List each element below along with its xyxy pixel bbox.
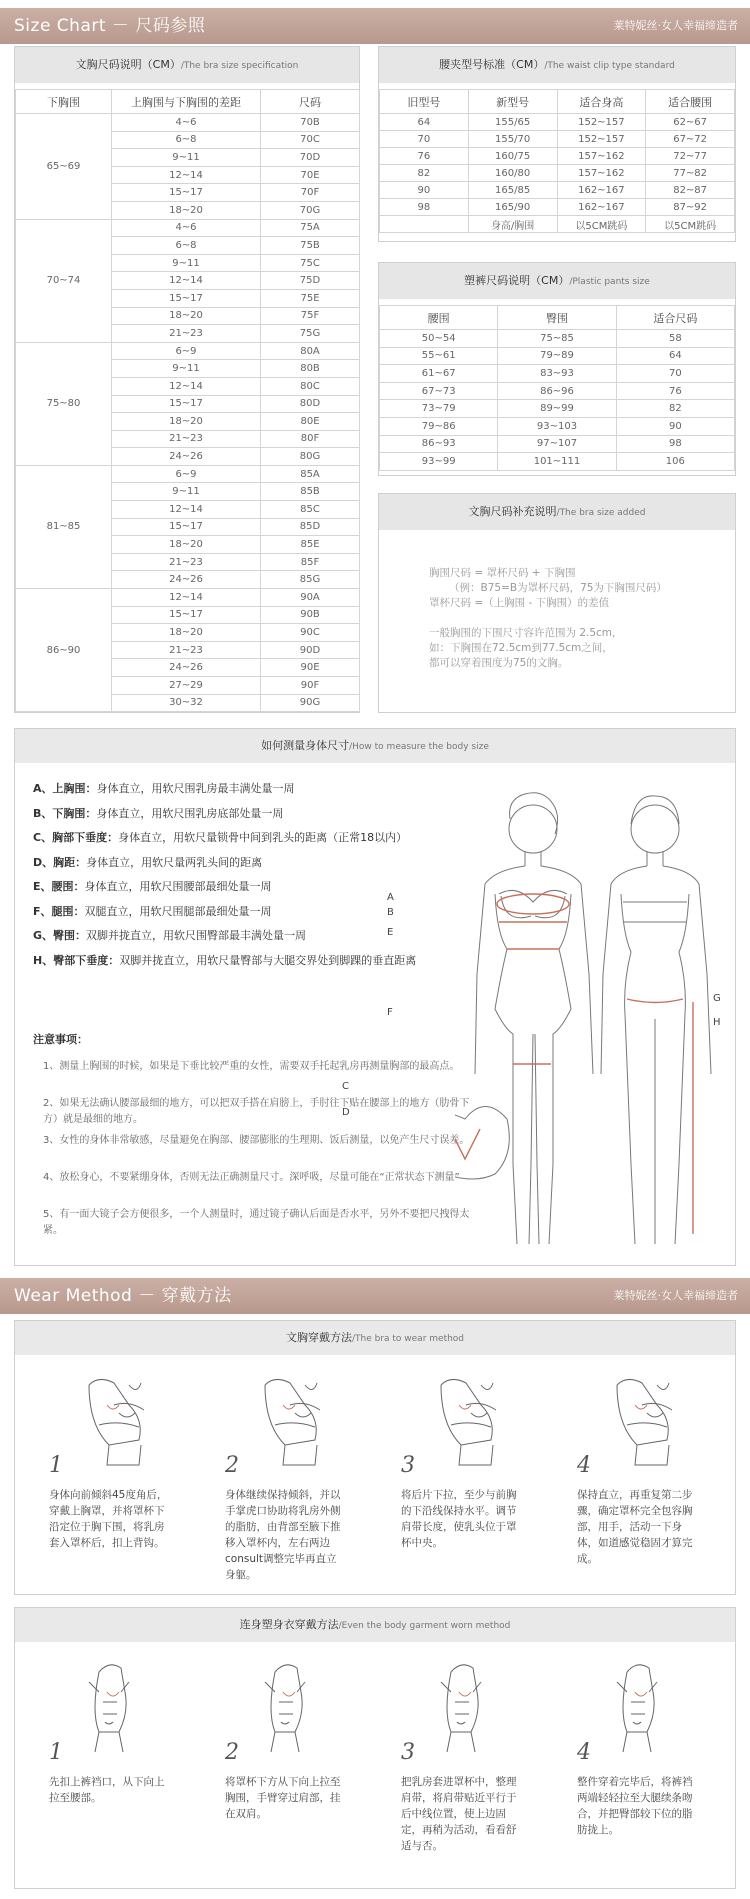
table-cell: 64 [380, 114, 469, 131]
measure-label: E [387, 927, 394, 938]
size-cell: 85A [261, 465, 360, 483]
table-cell: 58 [616, 330, 734, 348]
size-cell: 70F [261, 184, 360, 202]
table-row [380, 131, 735, 148]
measure-label: H [713, 1017, 721, 1028]
measure-panel [14, 728, 736, 1266]
measure-label: C [342, 1081, 349, 1092]
measure-item-text: 身体直立，用软尺围乳房最丰满处量一周 [96, 782, 295, 795]
measure-title: 如何测量身体尺寸 [261, 739, 350, 752]
table-cell: 162~167 [557, 182, 646, 199]
body-wear-illustration [245, 1652, 345, 1757]
table-cell: 83~93 [498, 365, 616, 383]
table-row [380, 148, 735, 165]
table-foot-cell: 以5CM跳码 [646, 216, 735, 233]
measure-item-key: B、下胸围： [33, 806, 97, 820]
bra-added-title: 文胸尺码补充说明 [468, 505, 557, 518]
body-wear-step [577, 1652, 727, 1872]
table-header-cell: 新型号 [468, 90, 557, 114]
table-cell: 97~107 [498, 435, 616, 453]
table-cell: 160/75 [468, 148, 557, 165]
size-cell: 70C [261, 131, 360, 149]
table-header-cell: 适合身高 [557, 90, 646, 114]
caution-item: 2、如果无法确认腰部最细的地方，可以把双手搭在肩膀上，手肘往下贴在腰部上的地方（肋骨下方）就是最细的地方。 [43, 1098, 470, 1125]
bra-wear-illustration [69, 1365, 169, 1470]
step-number: 2 [225, 1740, 239, 1765]
size-cell: 90F [261, 677, 360, 695]
diff-cell: 12~14 [112, 589, 261, 607]
step-number: 3 [401, 1453, 415, 1478]
diff-cell: 18~20 [112, 201, 261, 219]
table-foot-row [380, 216, 735, 233]
measure-label: G [713, 993, 721, 1004]
diff-cell: 12~14 [112, 377, 261, 395]
diff-cell: 15~17 [112, 518, 261, 536]
plastic-pants-table-panel [378, 262, 736, 476]
body-wear-panel [14, 1607, 736, 1889]
size-cell: 90B [261, 606, 360, 624]
plastic-table-title-en: /Plastic pants size [569, 277, 650, 287]
diff-cell: 24~26 [112, 659, 261, 677]
step-number: 1 [49, 1453, 63, 1478]
diff-cell: 12~14 [112, 272, 261, 290]
table-cell: 70 [616, 365, 734, 383]
bra-table-header [15, 47, 359, 83]
measure-item-key: H、臀部下垂度： [33, 953, 120, 967]
note-line: 如：下胸围在72.5cm到77.5cm之间， [429, 642, 613, 654]
body-wear-title: 连身塑身衣穿戴方法 [239, 1618, 339, 1631]
table-cell: 155/70 [468, 131, 557, 148]
diff-cell: 9~11 [112, 254, 261, 272]
size-cell: 90G [261, 694, 360, 712]
table-row [380, 165, 735, 182]
table-row [380, 382, 735, 400]
table-header-cell: 上胸围与下胸围的差距 [112, 90, 261, 114]
caution-item: 5、有一面大镜子会方便很多，一个人测量时，通过镜子确认后面是否水平，另外不要把尺拽得太紧。 [43, 1209, 470, 1236]
size-cell: 75A [261, 219, 360, 237]
step-number: 4 [577, 1453, 591, 1478]
measure-item [33, 879, 272, 895]
table-row [380, 182, 735, 199]
bra-wear-illustration [245, 1365, 345, 1470]
table-cell: 62~67 [646, 114, 735, 131]
waist-clip-table-panel [378, 46, 736, 242]
size-cell: 90E [261, 659, 360, 677]
step-text: 将后片下拉，至少与前胸的下沿线保持水平。调节肩带长度，使乳头位于罩杯中央。 [401, 1489, 517, 1549]
table-row [380, 199, 735, 216]
diff-cell: 9~11 [112, 149, 261, 167]
size-cell: 75F [261, 307, 360, 325]
bra-size-table [15, 89, 359, 712]
body-wear-header [15, 1608, 735, 1642]
measure-item-text: 身体直立，用软尺围腰部最细处量一周 [84, 880, 272, 893]
bra-size-added-panel [378, 493, 736, 713]
bra-wear-step [49, 1365, 199, 1585]
body-wear-illustration [69, 1652, 169, 1757]
diff-cell: 9~11 [112, 483, 261, 501]
measure-item [33, 830, 407, 846]
diff-cell: 15~17 [112, 184, 261, 202]
table-row [16, 219, 360, 237]
table-row [380, 347, 735, 365]
table-cell: 76 [380, 148, 469, 165]
measure-item-key: E、腰围： [33, 880, 85, 893]
under-bust-cell: 70~74 [16, 219, 112, 342]
measure-item-text: 身体直立，用软尺量两乳头间的距离 [86, 855, 263, 869]
table-row [16, 589, 360, 607]
wear-method-title: Wear Method － 穿戴方法 [14, 1286, 232, 1306]
table-row [380, 400, 735, 418]
table-cell: 90 [380, 182, 469, 199]
size-cell: 75D [261, 272, 360, 290]
measure-item [33, 904, 272, 920]
bra-wear-step [577, 1365, 727, 1585]
size-cell: 75B [261, 237, 360, 255]
waist-clip-table [379, 89, 735, 233]
size-cell: 80C [261, 377, 360, 395]
measure-item [33, 781, 295, 797]
table-row [380, 417, 735, 435]
measure-item-text: 双腿直立，用软尺围腿部最细处量一周 [84, 904, 272, 918]
table-cell: 70 [380, 131, 469, 148]
body-wear-illustration [421, 1652, 521, 1757]
measure-item-key: A、上胸围： [33, 782, 97, 795]
size-cell: 80F [261, 430, 360, 448]
waist-table-title: 腰夹型号标准（CM） [439, 58, 545, 71]
table-row [16, 114, 360, 132]
diff-cell: 21~23 [112, 430, 261, 448]
size-cell: 70B [261, 114, 360, 132]
size-chart-title: Size Chart － 尺码参照 [14, 16, 206, 36]
diff-cell: 24~26 [112, 448, 261, 466]
table-header-cell: 旧型号 [380, 90, 469, 114]
table-cell: 155/65 [468, 114, 557, 131]
table-cell: 162~167 [557, 199, 646, 216]
table-cell: 55~61 [380, 347, 498, 365]
table-cell: 72~77 [646, 148, 735, 165]
bra-wear-step [225, 1365, 375, 1585]
step-text: 把乳房套进罩杯中，整理肩带，将肩带贴近平行于后中线位置，使上边固定，再稍为活动，看看舒适与否。 [401, 1776, 517, 1852]
table-row [380, 365, 735, 383]
table-cell: 93~99 [380, 453, 498, 471]
table-cell: 73~79 [380, 400, 498, 418]
table-cell: 79~89 [498, 347, 616, 365]
diff-cell: 12~14 [112, 501, 261, 519]
diff-cell: 27~29 [112, 677, 261, 695]
diff-cell: 6~9 [112, 342, 261, 360]
measure-item-key: F、腿围： [33, 904, 85, 918]
bra-added-formula [429, 566, 667, 611]
table-cell: 101~111 [498, 453, 616, 471]
diff-cell: 15~17 [112, 606, 261, 624]
table-cell: 89~99 [498, 400, 616, 418]
table-cell: 157~162 [557, 165, 646, 182]
size-cell: 70E [261, 166, 360, 184]
table-row [380, 330, 735, 348]
table-cell: 67~72 [646, 131, 735, 148]
caution-item: 1、测量上胸围的时候，如果是下垂比较严重的女性，需要双手托起乳房再测量胸部的最高点。 [43, 1061, 460, 1072]
table-header-cell: 腰围 [380, 306, 498, 330]
measure-item [33, 928, 306, 944]
table-cell: 86~93 [380, 435, 498, 453]
under-bust-cell: 81~85 [16, 465, 112, 588]
bra-added-header [379, 494, 735, 530]
table-cell: 76 [616, 382, 734, 400]
bra-added-title-en: /The bra size added [556, 508, 646, 518]
measure-label: D [342, 1107, 350, 1118]
bra-wear-illustration [421, 1365, 521, 1470]
size-cell: 85E [261, 536, 360, 554]
body-measure-illustration [455, 774, 735, 1264]
size-cell: 75C [261, 254, 360, 272]
bra-added-range [429, 626, 623, 671]
note-line: 都可以穿着围度为75的文胸。 [429, 657, 569, 669]
plastic-pants-table [379, 305, 735, 471]
measure-item-text: 身体直立，用软尺围乳房底部处量一周 [96, 806, 284, 820]
table-row [16, 465, 360, 483]
table-cell: 152~157 [557, 131, 646, 148]
step-number: 2 [225, 1453, 239, 1478]
brand-slogan: 莱特妮丝·女人幸福缔造者 [613, 1289, 738, 1302]
step-text: 将罩杯下方从下向上拉至胸围，手臂穿过肩部，挂在双肩。 [225, 1776, 341, 1820]
bra-wear-step [401, 1365, 551, 1585]
table-cell: 79~86 [380, 417, 498, 435]
table-foot-cell: 以5CM跳码 [557, 216, 646, 233]
step-number: 4 [577, 1740, 591, 1765]
table-cell: 82 [616, 400, 734, 418]
table-cell: 165/90 [468, 199, 557, 216]
body-wear-step [401, 1652, 551, 1872]
table-row [380, 435, 735, 453]
measure-header [15, 729, 735, 763]
bra-table-title: 文胸尺码说明（CM） [75, 58, 181, 71]
diff-cell: 30~32 [112, 694, 261, 712]
table-header-cell: 臀围 [498, 306, 616, 330]
diff-cell: 6~8 [112, 237, 261, 255]
table-cell: 160/80 [468, 165, 557, 182]
measure-item-key: C、胸部下垂度： [33, 831, 119, 844]
size-cell: 80G [261, 448, 360, 466]
diff-cell: 9~11 [112, 360, 261, 378]
table-cell: 93~103 [498, 417, 616, 435]
note-line: 胸围尺码 = 罩杯尺码 + 下胸围 [429, 567, 576, 579]
diff-cell: 6~8 [112, 131, 261, 149]
caution-title: 注意事项： [33, 1033, 88, 1046]
diff-cell: 18~20 [112, 307, 261, 325]
step-number: 3 [401, 1740, 415, 1765]
size-cell: 85G [261, 571, 360, 589]
measure-item-text: 双脚并拢直立，用软尺量臀部与大腿交界处到脚踝的垂直距离 [119, 953, 417, 967]
bra-wear-panel [14, 1320, 736, 1595]
size-cell: 80E [261, 413, 360, 431]
plastic-table-header [379, 263, 735, 299]
table-header-cell: 尺码 [261, 90, 360, 114]
bra-wear-title: 文胸穿戴方法 [285, 1331, 352, 1344]
size-cell: 70D [261, 149, 360, 167]
diff-cell: 24~26 [112, 571, 261, 589]
bra-wear-header [15, 1321, 735, 1355]
waist-table-title-en: /The waist clip type standard [544, 61, 675, 71]
diff-cell: 21~23 [112, 641, 261, 659]
step-text: 保持直立，再重复第二步骤，确定罩杯完全包容胸部，用手，活动一下身体，如道感觉稳固才算完成。 [577, 1489, 693, 1565]
table-cell: 165/85 [468, 182, 557, 199]
step-text: 整件穿着完毕后，将裤裆两端轻轻拉至大腿续条吻合，并把臀部较下位的脂肪拢上。 [577, 1776, 693, 1836]
diff-cell: 21~23 [112, 553, 261, 571]
diff-cell: 18~20 [112, 413, 261, 431]
note-line: （例：B75=B为罩杯尺码，75为下胸围尺码） [449, 582, 667, 594]
step-number: 1 [49, 1740, 63, 1765]
table-cell: 90 [616, 417, 734, 435]
measure-item-text: 双脚并拢直立，用软尺围臀部最丰满处量一周 [86, 929, 307, 942]
under-bust-cell: 86~90 [16, 589, 112, 712]
diff-cell: 6~9 [112, 465, 261, 483]
caution-item: 4、放松身心，不要紧绷身体，否则无法正确测量尺寸。深呼吸，尽量可能在“正常状态下测量” [43, 1172, 460, 1183]
table-row [380, 453, 735, 471]
diff-cell: 18~20 [112, 624, 261, 642]
diff-cell: 15~17 [112, 289, 261, 307]
table-cell: 50~54 [380, 330, 498, 348]
table-cell: 64 [616, 347, 734, 365]
table-header-cell: 适合腰围 [646, 90, 735, 114]
table-foot-cell: 身高/胸围 [468, 216, 557, 233]
table-cell: 86~96 [498, 382, 616, 400]
table-cell: 82 [380, 165, 469, 182]
caution-item: 3、女性的身体非常敏感，尽量避免在胸部、腰部膨胀的生理期、饭后测量，以免产生尺寸误差。 [43, 1135, 470, 1146]
diff-cell: 18~20 [112, 536, 261, 554]
body-wear-title-en: /Even the body garment worn method [338, 1621, 511, 1631]
table-cell: 98 [380, 199, 469, 216]
note-line: 一般胸围的下围尺寸容许范围为 2.5cm， [429, 627, 623, 639]
size-chart-banner [0, 8, 750, 44]
size-cell: 75E [261, 289, 360, 307]
measure-item [33, 806, 283, 822]
table-cell: 157~162 [557, 148, 646, 165]
size-cell: 90D [261, 641, 360, 659]
size-cell: 75G [261, 325, 360, 343]
under-bust-cell: 75~80 [16, 342, 112, 465]
table-cell: 75~85 [498, 330, 616, 348]
measure-item [33, 953, 416, 969]
table-cell: 87~92 [646, 199, 735, 216]
waist-table-header [379, 47, 735, 83]
table-cell: 77~82 [646, 165, 735, 182]
measure-label: F [387, 1007, 393, 1018]
table-row [16, 342, 360, 360]
body-wear-step [49, 1652, 199, 1872]
size-cell: 85F [261, 553, 360, 571]
size-cell: 85B [261, 483, 360, 501]
wear-method-banner [0, 1278, 750, 1314]
diff-cell: 15~17 [112, 395, 261, 413]
measure-label: A [387, 892, 394, 903]
note-line: 罩杯尺码 =（上胸围 - 下胸围）的差值 [429, 597, 610, 609]
table-cell [380, 216, 469, 233]
size-cell: 85D [261, 518, 360, 536]
body-wear-illustration [597, 1652, 697, 1757]
bra-wear-title-en: /The bra to wear method [351, 1334, 465, 1344]
size-cell: 90C [261, 624, 360, 642]
size-cell: 80B [261, 360, 360, 378]
measure-title-en: /How to measure the body size [349, 742, 489, 752]
table-cell: 106 [616, 453, 734, 471]
table-cell: 152~157 [557, 114, 646, 131]
step-text: 身体继续保持倾斜，并以手掌虎口协助将乳房外侧的脂肪，由背部至腋下推移入罩杯内，左右两边consult调整完毕再直立身躯。 [225, 1489, 341, 1581]
step-text: 先扣上裤裆口，从下向上拉至腰部。 [49, 1776, 165, 1804]
size-cell: 90A [261, 589, 360, 607]
step-text: 身体向前倾斜45度角后，穿戴上胸罩，并将罩杯下沿定位于胸下围，将乳房套入罩杯后，扣上背钩。 [49, 1489, 168, 1549]
size-cell: 70G [261, 201, 360, 219]
diff-cell: 4~6 [112, 219, 261, 237]
table-cell: 98 [616, 435, 734, 453]
measure-item [33, 855, 262, 871]
diff-cell: 4~6 [112, 114, 261, 132]
table-header-cell: 适合尺码 [616, 306, 734, 330]
size-cell: 80A [261, 342, 360, 360]
bra-wear-illustration [597, 1365, 697, 1470]
measure-label: B [387, 907, 394, 918]
table-cell: 82~87 [646, 182, 735, 199]
table-header-cell: 下胸围 [16, 90, 112, 114]
size-cell: 85C [261, 501, 360, 519]
table-cell: 61~67 [380, 365, 498, 383]
diff-cell: 12~14 [112, 166, 261, 184]
measure-item-text: 身体直立，用软尺量锁骨中间到乳头的距离（正常18以内） [118, 831, 408, 844]
measure-item-key: D、胸距： [33, 855, 87, 869]
plastic-table-title: 塑裤尺码说明（CM） [464, 274, 570, 287]
bra-size-table-panel [14, 46, 360, 713]
table-row [380, 114, 735, 131]
under-bust-cell: 65~69 [16, 114, 112, 220]
brand-slogan: 莱特妮丝·女人幸福缔造者 [613, 19, 738, 32]
measure-item-key: G、臀围： [33, 929, 87, 942]
table-cell: 67~73 [380, 382, 498, 400]
bra-table-title-en: /The bra size specification [180, 61, 299, 71]
size-cell: 80D [261, 395, 360, 413]
diff-cell: 21~23 [112, 325, 261, 343]
body-wear-step [225, 1652, 375, 1872]
